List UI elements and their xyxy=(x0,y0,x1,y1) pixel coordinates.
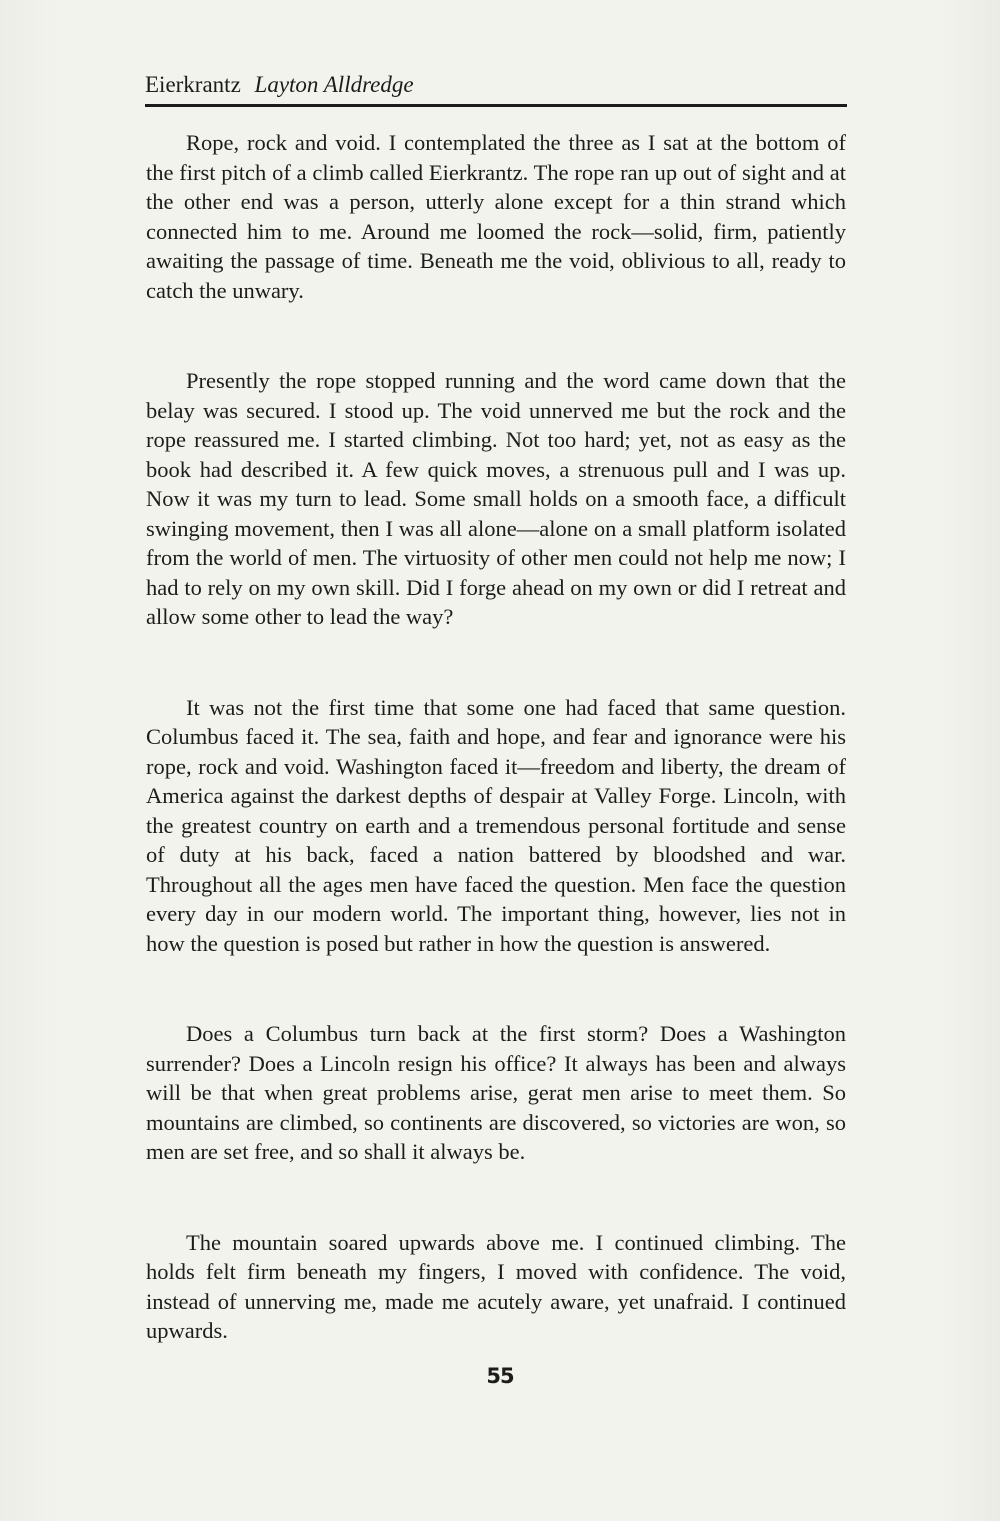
paragraph: The mountain soared upwards above me. I continued climbing. The holds felt firm beneath my fingers, I moved with confidence. The void, instead of unnerving me, made me acutely aware, yet unafraid. I continued upwards. xyxy=(146,1229,846,1343)
paragraph: Rope, rock and void. I contemplated the three as I sat at the bottom of the first pitch of a climb called Eierkrantz. The rope ran up out of sight and at the other end was a person, utterly alone except for a thin strand which connected him to me. Around me loomed the rock—solid, firm, patiently awaiting the passage of time. Beneath me the void, oblivious to all, ready to catch the unwary. xyxy=(146,130,846,303)
essay-author: Layton Alldredge xyxy=(254,72,414,97)
paragraph: It was not the first time that some one had faced that same question. Columbus faced it. The sea, faith and hope, and fear and ignorance were his rope, rock and void. Washington faced it—freedom and liberty, the dream of America against the darkest depths of despair at Valley Forge. Lincoln, with the greatest country on earth and a tremendous personal fortitude and sense of duty at his back, faced a nation battered by bloodshed and war. Throughout all the ages men have faced the question. Men face the question every day in our modern world. The important thing, however, lies not in how the question is posed but rather in how the question is answered. xyxy=(146,694,846,956)
running-head xyxy=(145,70,847,107)
paragraph: Does a Columbus turn back at the first storm? Does a Washington surrender? Does a Lincoln resign his office? It always has been and always will be that when great problems arise, gerat men arise to meet them. So mountains are climbed, so continents are discovered, so victories are won, so men are set free, and so shall it always be. xyxy=(146,1021,846,1164)
essay-title: Eierkrantz xyxy=(145,72,241,97)
essay-body xyxy=(146,128,846,1407)
paragraph: Presently the rope stopped running and the word came down that the belay was secured. I stood up. The void unnerved me but the rock and the rope reassured me. I started climbing. Not too hard; yet, not as easy as the book had described it. A few quick moves, a strenuous pull and I was up. Now it was my turn to lead. Some small holds on a smooth face, a difficult swinging movement, then I was all alone—alone on a small platform isolated from the world of men. The virtuosity of other men could not help me now; I had to rely on my own skill. Did I forge ahead on my own or did I retreat and allow some other to lead the way? xyxy=(146,368,846,629)
page-number: 55 xyxy=(486,1364,514,1388)
